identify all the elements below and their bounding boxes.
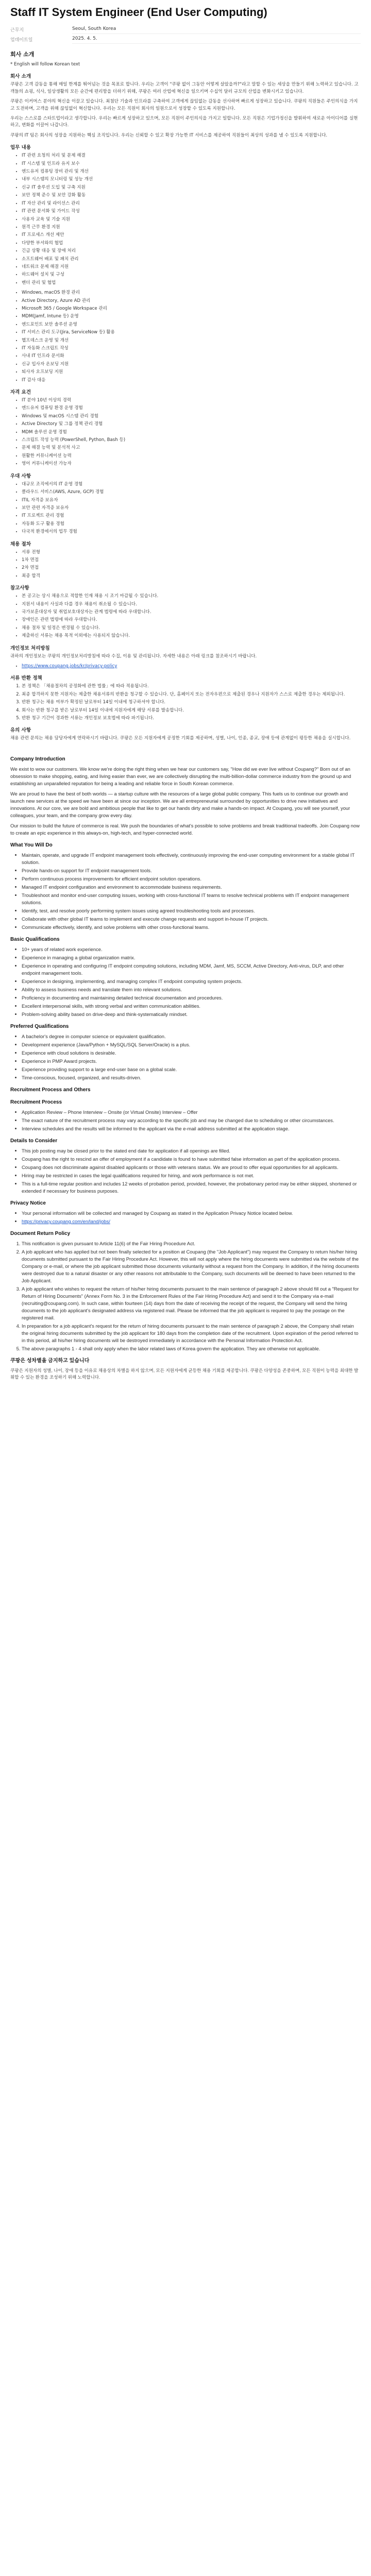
list-item: 4. 회사는 반환 청구를 받은 날로부터 14일 이내에 지원자에게 해당 서류를 발송합니다.	[22, 707, 361, 714]
list-item: • 장애인은 관련 법령에 따라 우대합니다.	[22, 617, 361, 623]
list-item: • Coupang does not discriminate against disabled applicants or those with veterans status. We are proud to offer equal opportunities for all applicants.	[22, 1164, 361, 1171]
section-heading: Details to Consider	[10, 1138, 58, 1144]
list-item: 4. In preparation for a job applicant's request for the return of hiring documents pursuant to the main sentence of paragraph 2 above, the Company shall retain the original hiring documents submitted by the job applicant for 180 days from the completion date of the recruitment. Upon expiration of the period referred to in this period, all his/her hiring documents will be destroyed immediately in accordance with the Personal Information Protection Act.	[22, 1323, 361, 1344]
list-item: • 서류 전형	[22, 549, 361, 556]
section-heading: 서류 반환 정책	[10, 675, 42, 682]
list-item: • IT 관련 요청의 처리 및 문제 해결	[22, 152, 361, 159]
list-item: • 퇴사자 오프보딩 지원	[22, 369, 361, 376]
list-item: • IT 관련 문서화 및 가이드 작성	[22, 208, 361, 215]
list-item: • Identify, test, and resolve poorly performing system issues using agreed troubleshooting tools and processes.	[22, 907, 361, 914]
meta-label-updated: 업데이트일	[10, 38, 33, 43]
list-item: • 사용자 교육 및 기술 지원	[22, 216, 361, 223]
bullet-list	[10, 290, 361, 384]
bullet-list	[10, 1147, 361, 1195]
list-item: • Active Directory, Azure AD 관리	[22, 298, 361, 304]
bullet-list	[10, 852, 361, 931]
list-item: 3. A job applicant who wishes to request the return of his/her hiring documents pursuant to the main sentence of paragraph 2 above should fill out a "Request for Return of Hiring Documents" (Annex Form No. 3 in the Enforcement Rules of the Fair Hiring Procedure Act) and send it to the Company via e-mail (recruiting@coupang.com). In such case, within fourteen (14) days from the date of receiving the receipt of the request, the Company will send the hiring documents to the job applicant's designated address via registered mail. Please be informed that the job applicant is required to pay the postage on the registered mail.	[22, 1285, 361, 1321]
list-item: • Experience in PMP Award projects.	[22, 1058, 361, 1065]
list-item: • 본 공고는 상시 채용으로 적합한 인재 채용 시 조기 마감될 수 있습니다.	[22, 593, 361, 600]
list-item: • 사내 IT 인프라 문서화	[22, 353, 361, 360]
section-heading: Preferred Qualifications	[10, 1023, 69, 1029]
list-item: • Communicate effectively, identify, and solve problems with other cross-functional teams.	[22, 924, 361, 931]
meta-value-updated: 2025. 4. 5.	[72, 36, 361, 44]
list-item: • Microsoft 365 / Google Workspace 관리	[22, 306, 361, 312]
list-item: • MDM(Jamf, Intune 등) 운영	[22, 313, 361, 320]
list-item: • 스크립트 작성 능력 (PowerShell, Python, Bash 등)	[22, 437, 361, 444]
list-item: • 내부 시스템의 모니터링 및 성능 개선	[22, 176, 361, 183]
list-item: • Hiring may be restricted in cases the legal qualifications required for hiring, and work performance is not met.	[22, 1172, 361, 1179]
list-item: • Maintain, operate, and upgrade IT endpoint management tools effectively, continuously improving the end-user computing environment for a stable global IT solution.	[22, 852, 361, 866]
list-item: • Managed IT endpoint configuration and environment to accommodate business requirements.	[22, 884, 361, 891]
list-item: • Experience in designing, implementing, and managing complex IT endpoint computing system projects.	[22, 978, 361, 985]
meta-label-location: 근무지	[10, 28, 24, 33]
paragraph: 쿠팡의 IT 팀은 회사의 성장을 지원하는 핵심 조직입니다. 우리는 신뢰할 수 있고 확장 가능한 IT 서비스를 제공하여 직원들이 최상의 성과를 낼 수 있도록 지원합니다.	[10, 132, 328, 138]
section-heading: 채용 절차	[10, 541, 31, 547]
section-heading: Document Return Policy	[10, 1230, 71, 1236]
privacy-link-ko[interactable]: https://www.coupang.jobs/kr/privacy-policy	[22, 664, 117, 669]
bullet-list	[10, 1210, 361, 1225]
list-item: 2. 최종 합격하지 못한 지원자는 제출한 채용서류의 반환을 청구할 수 있습니다. 단, 홈페이지 또는 전자우편으로 제출된 경우나 지원자가 스스로 제출한 경우는 제외됩니다.	[22, 691, 361, 698]
paragraph: 귀하의 개인정보는 쿠팡의 개인정보처리방침에 따라 수집, 이용 및 관리됩니다. 자세한 내용은 아래 링크를 참조하시기 바랍니다.	[10, 653, 257, 659]
list-item: • This is a full-time regular position and includes 12 weeks of probation period, provided, however, the probationary period may be either skipped, shortened or extended if necessary for business purposes.	[22, 1180, 361, 1195]
list-item: • Your personal information will be collected and managed by Coupang as stated in the Application Privacy Notice located below.	[22, 1210, 361, 1217]
job-title: Staff IT System Engineer (End User Computing)	[10, 6, 267, 19]
list-item: • 엔드유저 컴퓨팅 장비 관리 및 개선	[22, 168, 361, 175]
list-item: • 신규 IT 솔루션 도입 및 구축 지원	[22, 184, 361, 191]
list-item: • 지원서 내용이 사실과 다를 경우 채용이 취소될 수 있습니다.	[22, 601, 361, 608]
paragraph: We are proud to have the best of both worlds — a startup culture with the resources of a large global public company. This fuels us to continue our growth and launch new services at the speed we have been at since our inception. We are all entrepreneurial surrounded by opportunities to drive new initiatives and innovations. At our core, we are bold and ambitious people that like to get our hands dirty and make a hands-on impact. At Coupang, you will see yourself, your colleagues, your team, and the company grow every day.	[10, 790, 350, 818]
list-item: • IT 분야 10년 이상의 경력	[22, 397, 361, 404]
list-item: • 원활한 커뮤니케이션 능력	[22, 453, 361, 460]
section-heading: 쿠팡은 성차별을 금지하고 있습니다	[10, 1358, 90, 1364]
list-item: • 최종 합격	[22, 573, 361, 580]
bullet-list	[10, 549, 361, 580]
job-meta	[10, 26, 361, 44]
list-item: • Interview schedules and the results will be informed to the applicant via the e-mail address submitted at the application stage.	[22, 1125, 361, 1132]
list-item: • 원격 근무 환경 지원	[22, 224, 361, 231]
meta-value-location: Seoul, South Korea	[72, 26, 361, 34]
list-item: 3. 반환 청구는 채용 여부가 확정된 날로부터 14일 이내에 청구하셔야 합니다.	[22, 699, 361, 706]
section-heading: 개인정보 처리방침	[10, 645, 50, 651]
section-heading: Recruitment Process and Others	[10, 1087, 91, 1093]
list-item: • 자동화 도구 활용 경험	[22, 521, 361, 528]
list-item: • The exact nature of the recruitment process may vary according to the specific job and may be changed due to scheduling or other circumstances.	[22, 1117, 361, 1124]
section-heading: Company Introduction	[10, 756, 65, 762]
list-item: • 신규 입사자 온보딩 지원	[22, 361, 361, 368]
section-heading: 자격 요건	[10, 389, 31, 396]
list-item: • Windows, macOS 환경 관리	[22, 290, 361, 296]
list-item: • IT 감사 대응	[22, 377, 361, 384]
paragraph: 쿠팡은 고객 감동을 통해 매일 한계를 뛰어넘는 것을 목표로 합니다. 우리는 고객이 "쿠팡 없이 그동안 어떻게 살았을까?"라고 말할 수 있는 세상을 만들기 위해 노력하고 있습니다. 고객들의 쇼핑, 식사, 일상생활의 모든 순간에 편리함을 더하기 위해, 쿠팡은 여러 산업에 혁신을 일으키며 수십억 달러 규모의 산업을 변화시키고 있습니다.	[10, 82, 359, 94]
list-item: • 긴급 상황 대응 및 장애 처리	[22, 248, 361, 255]
list-item: • 10+ years of related work experience.	[22, 946, 361, 953]
job-page	[0, 5, 371, 1381]
list-item: • 1차 면접	[22, 557, 361, 564]
list-item: • IT 자산 관리 및 라이선스 관리	[22, 200, 361, 207]
list-item: • Perform continuous process improvements for efficient endpoint solution operations.	[22, 875, 361, 883]
list-item: • Collaborate with other global IT teams to implement and execute change requests and support in-house IT projects.	[22, 916, 361, 923]
paragraph: 쿠팡은 지원자의 성별, 나이, 장애 등을 이유로 채용상의 차별을 하지 않으며, 모든 지원자에게 균등한 채용 기회를 제공합니다. 쿠팡은 다양성을 존중하며, 모든 직원이 능력을 최대한 발휘할 수 있는 환경을 조성하기 위해 노력합니다.	[10, 1367, 359, 1380]
list-item: • Ability to assess business needs and translate them into relevant solutions.	[22, 986, 361, 993]
list-item: • 2차 면접	[22, 565, 361, 571]
list-item: • Proficiency in documenting and maintaining detailed technical documentation and procedures.	[22, 994, 361, 1002]
english-section	[10, 756, 361, 1381]
list-item: • 대규모 조직에서의 IT 운영 경험	[22, 481, 361, 488]
list-item: • 제출하신 서류는 채용 목적 이외에는 사용되지 않습니다.	[22, 633, 361, 639]
section-heading: What You Will Do	[10, 842, 53, 848]
list-item: 5. The above paragraphs 1 - 4 shall only apply when the labor related laws of Korea govern the application. They are otherwise not applicable.	[22, 1345, 361, 1352]
list-item: • IT 프로세스 개선 제안	[22, 232, 361, 239]
bullet-list	[10, 152, 361, 286]
list-item: • Experience providing support to a large end-user base on a global scale.	[22, 1066, 361, 1073]
list-item: • Excellent interpersonal skills, with strong verbal and written communication abilities.	[22, 1003, 361, 1010]
paragraph: 채용 관련 문의는 채용 담당자에게 연락하시기 바랍니다. 쿠팡은 모든 지원자에게 공정한 기회를 제공하며, 성별, 나이, 인종, 종교, 장애 등에 관계없이 평등한 채용을 실시합니다.	[10, 736, 351, 741]
list-item: 5. 반환 청구 기간이 경과한 서류는 개인정보 보호법에 따라 파기됩니다.	[22, 715, 361, 722]
numbered-list	[10, 683, 361, 722]
korean-section	[10, 50, 361, 742]
list-item: • 보안 관련 자격증 보유자	[22, 505, 361, 512]
list-item: • 문제 해결 능력 및 분석적 사고	[22, 445, 361, 451]
section-heading: 유의 사항	[10, 727, 31, 734]
list-item: • 하드웨어 설치 및 구성	[22, 272, 361, 278]
list-item: 2. A job applicant who has applied but not been finally selected for a position at Coupang (the "Job Applicant") may request the Company to return his/her hiring documents submitted pursuant to the Fair Hiring Procedure Act. However, this will not apply where the hiring documents were submitted via the website of the Company or e-mail, or where the job applicant submitted those documents voluntarily without a request from the Company. In addition, if the hiring documents were destroyed due to a natural disaster or any other reasons not attributable to the Company, such documents will be deemed to have been returned to the Job Applicant.	[22, 1248, 361, 1284]
list-item: • 영어 커뮤니케이션 가능자	[22, 461, 361, 467]
list-item: • 엔드포인트 보안 솔루션 운영	[22, 321, 361, 328]
list-item: • Application Review – Phone Interview – Onsite (or Virtual Onsite) Interview – Offer	[22, 1109, 361, 1116]
section-heading: 우대 사항	[10, 473, 31, 479]
section-heading: Privacy Notice	[10, 1200, 46, 1206]
section-heading: Basic Qualifications	[10, 936, 60, 942]
section-heading: Recruitment Process	[10, 1099, 62, 1105]
numbered-list	[10, 1240, 361, 1352]
section-heading: 업무 내용	[10, 145, 31, 151]
list-item: • IT 프로젝트 관리 경험	[22, 513, 361, 519]
list-item: • 네트워크 문제 해결 지원	[22, 264, 361, 270]
list-item: • IT 시스템 및 인프라 유지 보수	[22, 161, 361, 167]
list-item: 1. 본 정책은 「채용절차의 공정화에 관한 법률」에 따라 적용됩니다.	[22, 683, 361, 690]
list-item: • 소프트웨어 배포 및 패치 관리	[22, 256, 361, 263]
list-item: • Troubleshoot and monitor end-user computing issues, working with cross-functional IT teams to resolve technical problems with IT endpoint management solutions.	[22, 892, 361, 906]
list-item: • IT 자동화 스크립트 작성	[22, 345, 361, 352]
section-heading: 참고사항	[10, 585, 29, 591]
section-heading: 회사 소개	[10, 51, 35, 58]
bullet-list	[10, 481, 361, 536]
list-item: • 보안 정책 준수 및 보안 강화 활동	[22, 192, 361, 199]
list-item: • Time-conscious, focused, organized, and results-driven.	[22, 1074, 361, 1081]
list-item: • This job posting may be closed prior to the stated end date for application if all openings are filled.	[22, 1147, 361, 1155]
bullet-list	[10, 397, 361, 468]
paragraph: 쿠팡은 이커머스 분야의 혁신을 이끌고 있습니다. 최첨단 기술과 인프라를 구축하여 고객에게 끊임없는 감동을 선사하며 빠르게 성장하고 있습니다. 쿠팡의 직원들은 주인의식을 가지고 도전하며, 고객을 위해 끊임없이 혁신합니다. 우리는 모든 직원이 회사의 일원으로서 성장할 수 있도록 지원합니다.	[10, 99, 358, 111]
list-item: • 헬프데스크 운영 및 개선	[22, 337, 361, 344]
list-item: • Windows 및 macOS 시스템 관리 경험	[22, 413, 361, 420]
list-item	[22, 1218, 361, 1225]
list-item: • Coupang has the right to rescind an offer of employment if a candidate is found to have submitted false information as part of the application process.	[22, 1156, 361, 1163]
paragraph: 우리는 스스로를 스타트업이라고 생각합니다. 우리는 빠르게 성장하고 있으며, 모든 직원이 주인의식을 가지고 일합니다. 모든 직원은 기업가정신을 발휘하여 새로운 아이디어를 실현하고, 변화를 이끌어 나갑니다.	[10, 116, 358, 128]
list-item: • Provide hands-on support for IT endpoint management tools.	[22, 867, 361, 874]
list-item: • A bachelor's degree in computer science or equivalent qualification.	[22, 1033, 361, 1040]
section-heading: 회사 소개	[10, 74, 31, 80]
list-item: • 국가보훈대상자 및 취업보호대상자는 관계 법령에 따라 우대합니다.	[22, 609, 361, 616]
english-note: * English will follow Korean text	[10, 62, 80, 67]
list-item: • Active Directory 및 그룹 정책 관리 경험	[22, 421, 361, 428]
list-item: • IT 서비스 관리 도구(Jira, ServiceNow 등) 활용	[22, 329, 361, 336]
list-item: • Experience in managing a global organization matrix.	[22, 954, 361, 961]
paragraph: We exist to wow our customers. We know we're doing the right thing when we hear our customers say, "How did we ever live without Coupang?" Born out of an obsession to make shopping, eating, and living easier than ever, we are collectively disrupting the multi-billion-dollar commerce industry from the ground up and establishing an unparalleled reputation for being a leading and reliable force in South Korean commerce.	[10, 766, 351, 786]
list-item: • 채용 절차 및 일정은 변경될 수 있습니다.	[22, 625, 361, 632]
list-item: • Development experience (Java/Python + MySQL/SQL Server/Oracle) is a plus.	[22, 1041, 361, 1048]
list-item: • 엔드유저 컴퓨팅 환경 운영 경험	[22, 405, 361, 412]
list-item: • Experience with cloud solutions is desirable.	[22, 1049, 361, 1057]
list-item: • 클라우드 서비스(AWS, Azure, GCP) 경험	[22, 489, 361, 496]
bullet-list	[10, 593, 361, 639]
bullet-list	[10, 1033, 361, 1081]
paragraph: Our mission to build the future of commerce is real. We push the boundaries of what's possible to solve problems and break traditional tradeoffs. Join Coupang now to create an epic experience in this always-on, high-tech, and hyper-connected world.	[10, 822, 360, 836]
bullet-list	[10, 1109, 361, 1132]
bullet-list	[10, 946, 361, 1018]
list-item: • ITIL 자격증 보유자	[22, 497, 361, 504]
list-item: • Experience in operating and configuring IT endpoint computing solutions, including MDM, Jamf, MS, SCCM, Active Directory, Anti-virus, DLP, and other endpoint management tools.	[22, 962, 361, 977]
list-item: • Problem-solving ability based on drive-deep and think-systematically mindset.	[22, 1011, 361, 1018]
list-item: • 다양한 부서와의 협업	[22, 240, 361, 247]
list-item: • MDM 솔루션 운영 경험	[22, 429, 361, 436]
privacy-link-en[interactable]: https://privacy.coupang.com/en/land/jobs/	[22, 1218, 110, 1224]
list-item: • 다국적 환경에서의 업무 경험	[22, 529, 361, 535]
list-item: • 벤더 관리 및 협업	[22, 280, 361, 286]
list-item: 1. This notification is given pursuant to Article 11(6) of the Fair Hiring Procedure Act.	[22, 1240, 361, 1247]
